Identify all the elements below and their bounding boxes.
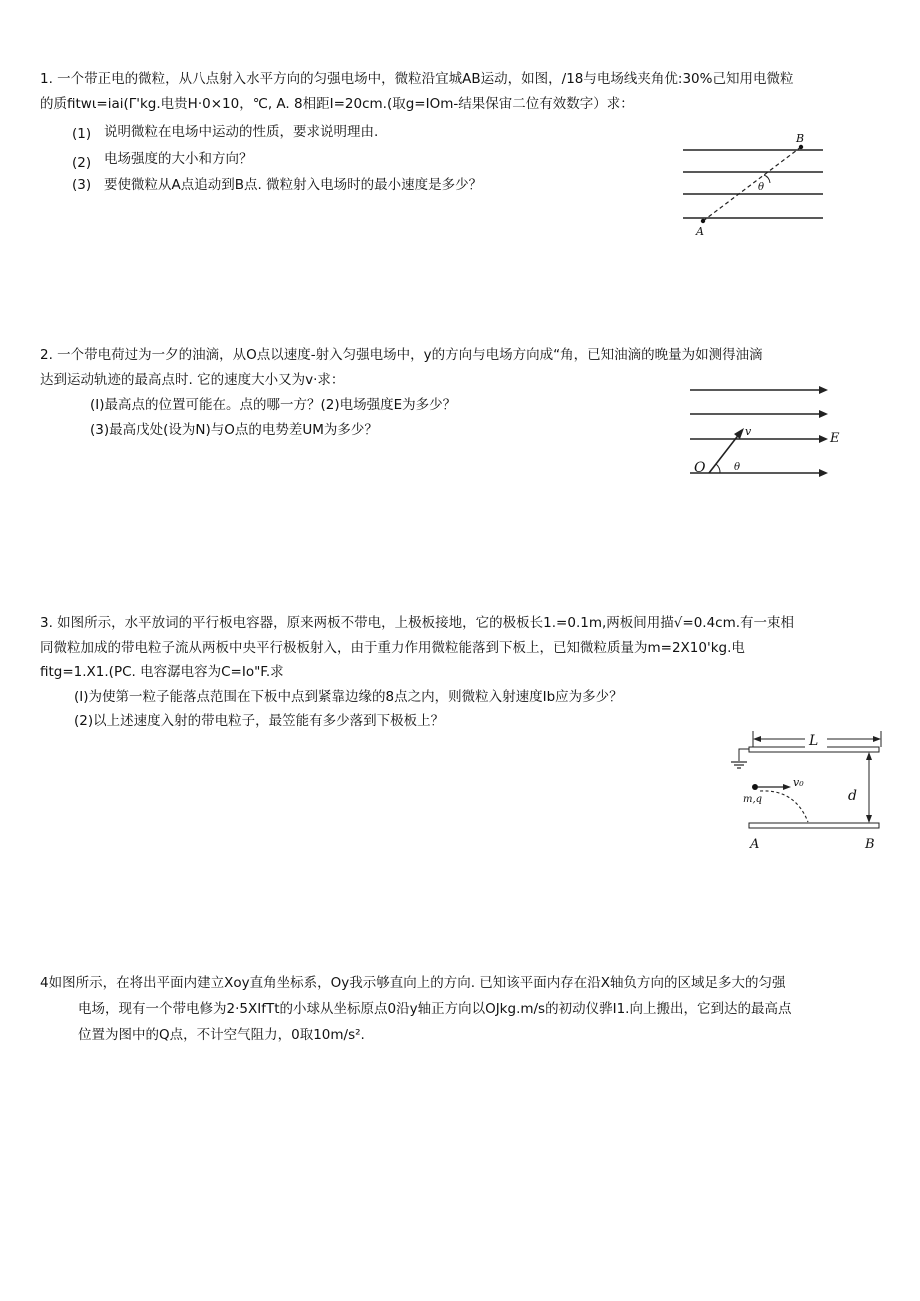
q3-sub-2: (2)以上述速度入射的带电粒子，最笠能有多少落到下极板上？ — [74, 713, 445, 729]
q2-label-v: v — [745, 425, 752, 438]
q3-line-2: 同微粒加成的带电粒子流从两板中央平行极板射入，由于重力作用微粒能落到下板上，已知微粒质量为m=2X10'kg.电 — [40, 640, 745, 656]
q3-sub-1: (I)为使第一粒子能落点范围在下板中点到紧靠边缘的8点之内，则微粒入射速度Ib应为多少？ — [74, 689, 623, 705]
q3-label-mq: m,q — [743, 794, 763, 805]
q1-item-1-num: (1) — [72, 126, 92, 142]
q1-figure — [678, 130, 828, 240]
q2-label-theta: θ — [734, 462, 741, 473]
q3-label-l: L — [809, 733, 819, 749]
q4-line-3: 位置为图中的Q点，不计空气阻力，0取10m∕s². — [78, 1027, 365, 1043]
q3-length-arrow-left — [753, 736, 761, 742]
q1-item-1-text: 说明微粒在电场中运动的性质，要求说明理由. — [104, 124, 379, 140]
q1-item-2-text: 电场强度的大小和方向？ — [104, 151, 253, 167]
q4-line-2: 电场，现有一个带电修为2·5XIfTt的小球从坐标原点0沿y轴正方向以OJkg.m/s的初动仪骅I1.向上搬出，它到达的最高点 — [78, 1001, 792, 1017]
q2-label-o: O — [694, 460, 706, 476]
q3-label-v0: v₀ — [793, 776, 804, 789]
q3-label-a: A — [750, 837, 760, 852]
q3-ground-wire — [739, 749, 749, 761]
q2-sub-2: (3)最高戊处(设为N)与O点的电势差UM为多少？ — [90, 422, 378, 438]
q3-gap-arrow-top — [866, 752, 872, 760]
q1-point-a — [701, 219, 705, 223]
q3-velocity-arrowhead — [783, 784, 791, 790]
q2-angle-arc — [716, 464, 720, 473]
q1-point-b — [799, 145, 803, 149]
q2-velocity-arrowhead — [734, 428, 744, 439]
q2-sub-1: (I)最高点的位置可能在。点的哪一方？(2)电场强度E为多少？ — [90, 397, 457, 413]
q1-item-3-num: (3) — [72, 178, 92, 192]
q2-line-2: 达到运动轨迹的最高点时. 它的速度大小又为v·求： — [40, 372, 345, 388]
q1-label-a: A — [696, 225, 704, 238]
q2-field-arrow-4 — [819, 469, 828, 477]
q3-length-arrow-right — [873, 736, 881, 742]
q3-line-1: 3. 如图所示，水平放词的平行板电容器，原来两板不带电，上极板接地，它的极板长1.=0.1m,两板间用描√=0.4cm.有一束相 — [40, 615, 795, 631]
q2-field-arrow-1 — [819, 386, 828, 394]
q3-figure — [705, 725, 885, 855]
q3-lower-plate — [749, 823, 879, 828]
q1-path-ab — [703, 147, 801, 221]
q2-line-1: 2. 一个带电荷过为一夕的油滴，从O点以速度-射入匀强电场中，y的方向与电场方向成“角，已知油滴的晚量为如测得油滴 — [40, 347, 763, 363]
q2-label-e: E — [830, 431, 840, 446]
q3-gap-arrow-bottom — [866, 815, 872, 823]
q3-line-3: fitg=1.X1.(PC. 电容潺电容为C=Io"F.求 — [40, 664, 284, 680]
q2-field-arrow-3 — [819, 435, 828, 443]
q1-item-3-text: 要使微粒从A点追动到B点. 微粒射入电场时的最小速度是多少？ — [104, 177, 483, 193]
q3-label-d: d — [848, 788, 857, 804]
q1-label-b: B — [796, 132, 805, 145]
q1-line-1: 1. 一个带正电的微粒，从八点射入水平方向的匀强电场中，微粒沿宜城AB运动，如图，/18与电场线夹角优:30%己知用电微粒 — [40, 71, 794, 87]
q1-label-theta: θ — [758, 182, 765, 193]
q1-item-2-num: (2) — [72, 155, 92, 171]
q1-line-2: 的质fitwι=iai(Γ'kg.电贵H·0×10，℃, A. 8相距I=20cm.(取g=IOm-结果保宙二位有效数字）求： — [40, 96, 634, 112]
q1-angle-arc — [764, 175, 770, 183]
q4-line-1: 4如图所示，在将出平面内建立Xoy直角坐标系，Oy我示够直向上的方向. 已知该平面内存在沿X轴负方向的区域足多大的匀强 — [40, 975, 786, 991]
q2-field-arrow-2 — [819, 410, 828, 418]
q3-label-b: B — [865, 837, 875, 852]
q2-figure — [682, 378, 847, 483]
q3-trajectory — [760, 791, 808, 822]
